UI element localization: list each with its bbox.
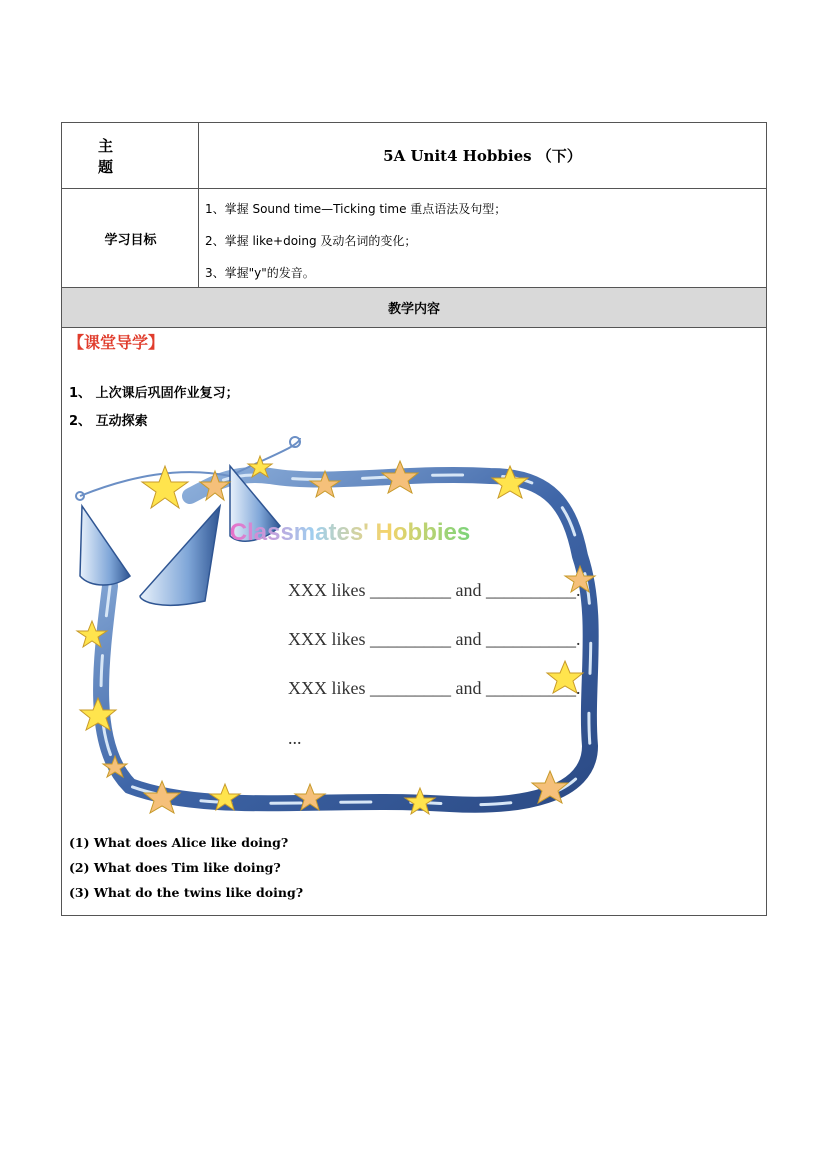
hobby-line: XXX likes _________ and __________. [288, 678, 581, 698]
goal-item: 1、掌握 Sound time—Ticking time 重点语法及句型； [205, 202, 507, 216]
goals-label: 学习目标 [104, 232, 157, 248]
party-hat-icon [140, 506, 220, 605]
hobby-line: ... [288, 728, 302, 748]
goals-list [205, 193, 506, 289]
hobbies-illustration [70, 436, 610, 826]
hobby-line: XXX likes _________ and __________. [288, 629, 581, 649]
question-item: (3) What do the twins like doing? [69, 885, 304, 900]
steps-list [69, 380, 239, 436]
hobby-line: XXX likes _________ and __________. [288, 580, 581, 600]
step-item: 1、 上次课后巩固作业复习； [69, 386, 239, 401]
row-divider [62, 327, 766, 328]
question-item: (2) What does Tim like doing? [69, 860, 281, 875]
topic-value: 5A Unit4 Hobbies （下） [383, 147, 582, 165]
question-item: (1) What does Alice like doing? [69, 835, 289, 850]
topic-label: 主题 [98, 136, 160, 176]
goal-item: 3、掌握"y"的发音。 [205, 266, 315, 280]
guide-title: 【课堂导学】 [68, 333, 165, 352]
goal-item: 2、掌握 like+doing 及动名词的变化； [205, 234, 417, 248]
questions-list [69, 830, 303, 905]
star-icon [382, 461, 418, 493]
lesson-table [61, 122, 767, 916]
party-hat-icon [80, 506, 130, 585]
illustration-heading: Classmates' Hobbies [229, 519, 471, 546]
step-item: 2、 互动探索 [69, 414, 148, 429]
section-title: 教学内容 [62, 288, 766, 327]
